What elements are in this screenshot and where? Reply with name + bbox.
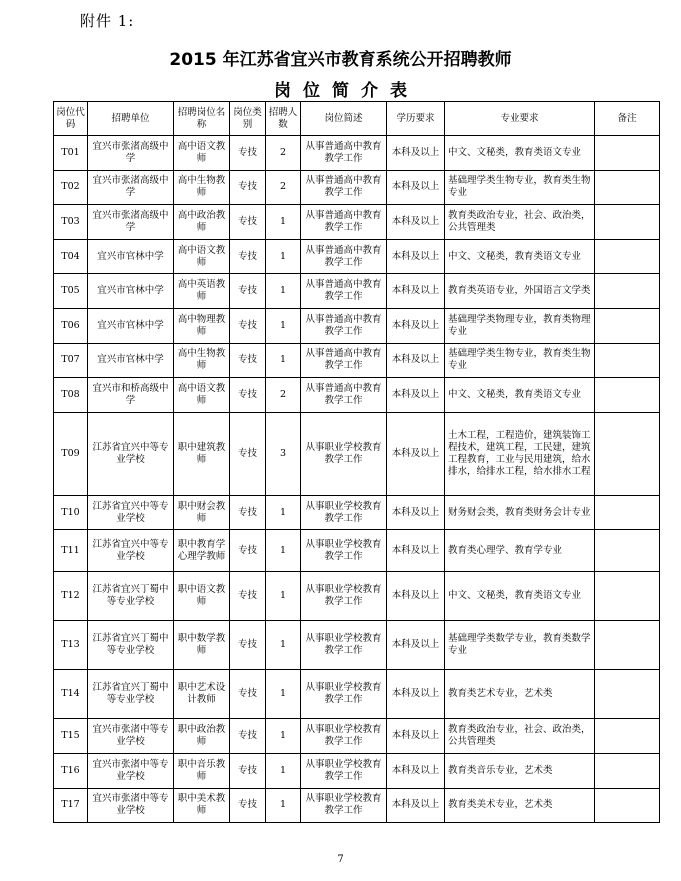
cell-edu: 本科及以上 <box>387 343 445 378</box>
cell-desc: 从事普通高中教育教学工作 <box>301 170 387 205</box>
table-row <box>54 170 660 205</box>
document-title: 2015 年江苏省宜兴市教育系统公开招聘教师 <box>169 50 512 70</box>
cell-post: 高中语文教师 <box>174 378 230 413</box>
cell-unit: 江苏省宜兴中等专业学校 <box>88 495 174 530</box>
cell-post: 职中美术教师 <box>174 788 230 823</box>
cell-code: T14 <box>54 670 88 719</box>
cell-major: 基础理学类生物专业，教育类生物专业 <box>445 170 595 205</box>
cell-note <box>595 572 660 621</box>
cell-unit: 江苏省宜兴丁蜀中等专业学校 <box>88 670 174 719</box>
cell-post: 职中教育学心理学教师 <box>174 530 230 572</box>
cell-desc: 从事普通高中教育教学工作 <box>301 343 387 378</box>
cell-code: T04 <box>54 239 88 274</box>
cell-code: T13 <box>54 621 88 670</box>
cell-major: 教育类美术专业，艺术类 <box>445 788 595 823</box>
header-post: 招聘岗位名称 <box>174 102 230 136</box>
cell-note <box>595 621 660 670</box>
cell-unit: 宜兴市官林中学 <box>88 308 174 343</box>
cell-post: 职中财会教师 <box>174 495 230 530</box>
cell-edu: 本科及以上 <box>387 170 445 205</box>
cell-code: T01 <box>54 136 88 171</box>
cell-count: 1 <box>266 205 301 240</box>
table-row <box>54 719 660 754</box>
cell-count: 2 <box>266 378 301 413</box>
cell-unit: 宜兴市张渚中等专业学校 <box>88 719 174 754</box>
cell-major: 中文、文秘类，教育类语文专业 <box>445 239 595 274</box>
table-row <box>54 572 660 621</box>
table-row <box>54 274 660 309</box>
cell-unit: 宜兴市官林中学 <box>88 274 174 309</box>
cell-note <box>595 343 660 378</box>
cell-count: 1 <box>266 530 301 572</box>
cell-note <box>595 308 660 343</box>
cell-edu: 本科及以上 <box>387 572 445 621</box>
cell-count: 1 <box>266 572 301 621</box>
cell-unit: 江苏省宜兴中等专业学校 <box>88 530 174 572</box>
cell-count: 1 <box>266 343 301 378</box>
table-row <box>54 753 660 788</box>
cell-desc: 从事职业学校教育教学工作 <box>301 621 387 670</box>
cell-post: 高中生物教师 <box>174 343 230 378</box>
cell-edu: 本科及以上 <box>387 530 445 572</box>
cell-post: 职中数学教师 <box>174 621 230 670</box>
cell-note <box>595 412 660 495</box>
cell-post: 职中语文教师 <box>174 572 230 621</box>
cell-major: 基础理学类生物专业，教育类生物专业 <box>445 343 595 378</box>
cell-code: T16 <box>54 753 88 788</box>
table-row <box>54 788 660 823</box>
cell-category: 专技 <box>230 274 266 309</box>
cell-edu: 本科及以上 <box>387 621 445 670</box>
cell-category: 专技 <box>230 495 266 530</box>
document-subtitle: 岗位简介表 <box>274 81 419 101</box>
cell-category: 专技 <box>230 412 266 495</box>
cell-category: 专技 <box>230 572 266 621</box>
cell-category: 专技 <box>230 205 266 240</box>
cell-edu: 本科及以上 <box>387 670 445 719</box>
table-row <box>54 239 660 274</box>
header-desc: 岗位简述 <box>301 102 387 136</box>
cell-desc: 从事普通高中教育教学工作 <box>301 308 387 343</box>
cell-unit: 宜兴市和桥高级中学 <box>88 378 174 413</box>
cell-post: 职中建筑教师 <box>174 412 230 495</box>
cell-category: 专技 <box>230 530 266 572</box>
attachment-label: 附件 1: <box>80 12 135 30</box>
cell-category: 专技 <box>230 239 266 274</box>
cell-desc: 从事普通高中教育教学工作 <box>301 136 387 171</box>
cell-post: 高中语文教师 <box>174 239 230 274</box>
cell-unit: 江苏省宜兴中等专业学校 <box>88 412 174 495</box>
header-unit: 招聘单位 <box>88 102 174 136</box>
cell-unit: 宜兴市张渚中等专业学校 <box>88 753 174 788</box>
cell-major: 教育类心理学、教育学专业 <box>445 530 595 572</box>
cell-count: 1 <box>266 788 301 823</box>
table-row <box>54 530 660 572</box>
cell-count: 2 <box>266 170 301 205</box>
cell-count: 1 <box>266 621 301 670</box>
cell-desc: 从事职业学校教育教学工作 <box>301 530 387 572</box>
cell-desc: 从事普通高中教育教学工作 <box>301 239 387 274</box>
cell-code: T17 <box>54 788 88 823</box>
header-category: 岗位类别 <box>230 102 266 136</box>
cell-unit: 宜兴市张渚高级中学 <box>88 205 174 240</box>
cell-note <box>595 170 660 205</box>
cell-desc: 从事职业学校教育教学工作 <box>301 495 387 530</box>
cell-count: 1 <box>266 495 301 530</box>
table-row <box>54 495 660 530</box>
cell-unit: 宜兴市张渚中等专业学校 <box>88 788 174 823</box>
cell-category: 专技 <box>230 136 266 171</box>
cell-note <box>595 788 660 823</box>
cell-post: 职中艺术设计教师 <box>174 670 230 719</box>
cell-edu: 本科及以上 <box>387 753 445 788</box>
header-note: 备注 <box>595 102 660 136</box>
cell-count: 1 <box>266 239 301 274</box>
table-row <box>54 343 660 378</box>
cell-count: 1 <box>266 670 301 719</box>
cell-unit: 宜兴市张渚高级中学 <box>88 170 174 205</box>
cell-note <box>595 670 660 719</box>
cell-code: T12 <box>54 572 88 621</box>
cell-major: 中文、文秘类，教育类语文专业 <box>445 136 595 171</box>
cell-code: T05 <box>54 274 88 309</box>
cell-category: 专技 <box>230 719 266 754</box>
cell-post: 高中英语教师 <box>174 274 230 309</box>
table-header <box>54 102 660 136</box>
cell-count: 1 <box>266 308 301 343</box>
table-row <box>54 670 660 719</box>
cell-major: 教育类英语专业，外国语言文学类 <box>445 274 595 309</box>
cell-category: 专技 <box>230 621 266 670</box>
cell-count: 2 <box>266 136 301 171</box>
cell-edu: 本科及以上 <box>387 378 445 413</box>
cell-post: 高中语文教师 <box>174 136 230 171</box>
cell-post: 高中政治教师 <box>174 205 230 240</box>
cell-unit: 江苏省宜兴丁蜀中等专业学校 <box>88 621 174 670</box>
cell-desc: 从事职业学校教育教学工作 <box>301 670 387 719</box>
cell-code: T15 <box>54 719 88 754</box>
job-table <box>53 101 660 823</box>
table-row <box>54 621 660 670</box>
cell-category: 专技 <box>230 343 266 378</box>
cell-major: 教育类政治专业，社会、政治类，公共管理类 <box>445 205 595 240</box>
cell-post: 职中音乐教师 <box>174 753 230 788</box>
cell-code: T06 <box>54 308 88 343</box>
cell-major: 教育类政治专业，社会、政治类，公共管理类 <box>445 719 595 754</box>
cell-category: 专技 <box>230 308 266 343</box>
table-body <box>54 136 660 823</box>
cell-major: 中文、文秘类，教育类语文专业 <box>445 378 595 413</box>
cell-major: 基础理学类数学专业，教育类数学专业 <box>445 621 595 670</box>
table-row <box>54 412 660 495</box>
cell-desc: 从事普通高中教育教学工作 <box>301 378 387 413</box>
cell-note <box>595 719 660 754</box>
cell-desc: 从事普通高中教育教学工作 <box>301 274 387 309</box>
cell-edu: 本科及以上 <box>387 788 445 823</box>
cell-category: 专技 <box>230 378 266 413</box>
cell-desc: 从事职业学校教育教学工作 <box>301 572 387 621</box>
cell-desc: 从事职业学校教育教学工作 <box>301 753 387 788</box>
cell-category: 专技 <box>230 788 266 823</box>
cell-note <box>595 136 660 171</box>
cell-category: 专技 <box>230 170 266 205</box>
cell-desc: 从事职业学校教育教学工作 <box>301 719 387 754</box>
cell-edu: 本科及以上 <box>387 274 445 309</box>
cell-category: 专技 <box>230 670 266 719</box>
cell-desc: 从事普通高中教育教学工作 <box>301 205 387 240</box>
cell-code: T07 <box>54 343 88 378</box>
cell-code: T03 <box>54 205 88 240</box>
cell-code: T09 <box>54 412 88 495</box>
cell-code: T02 <box>54 170 88 205</box>
cell-edu: 本科及以上 <box>387 412 445 495</box>
cell-major: 教育类艺术专业，艺术类 <box>445 670 595 719</box>
cell-note <box>595 753 660 788</box>
cell-edu: 本科及以上 <box>387 719 445 754</box>
cell-count: 1 <box>266 753 301 788</box>
cell-unit: 宜兴市官林中学 <box>88 239 174 274</box>
cell-note <box>595 274 660 309</box>
header-code: 岗位代码 <box>54 102 88 136</box>
cell-edu: 本科及以上 <box>387 308 445 343</box>
header-count: 招聘人数 <box>266 102 301 136</box>
cell-count: 1 <box>266 274 301 309</box>
cell-major: 教育类音乐专业，艺术类 <box>445 753 595 788</box>
cell-note <box>595 239 660 274</box>
cell-count: 3 <box>266 412 301 495</box>
table-row <box>54 378 660 413</box>
cell-note <box>595 378 660 413</box>
cell-edu: 本科及以上 <box>387 136 445 171</box>
cell-post: 高中物理教师 <box>174 308 230 343</box>
cell-code: T11 <box>54 530 88 572</box>
cell-code: T08 <box>54 378 88 413</box>
header-major: 专业要求 <box>445 102 595 136</box>
cell-desc: 从事职业学校教育教学工作 <box>301 412 387 495</box>
cell-edu: 本科及以上 <box>387 205 445 240</box>
cell-unit: 宜兴市张渚高级中学 <box>88 136 174 171</box>
cell-major: 基础理学类物理专业，教育类物理专业 <box>445 308 595 343</box>
cell-major: 土木工程，工程造价，建筑装饰工程技术，建筑工程，工民建，建筑工程教育，工业与民用建筑，给水排水，给排水工程，给水排水工程 <box>445 412 595 495</box>
table-row <box>54 136 660 171</box>
table-row <box>54 308 660 343</box>
cell-note <box>595 205 660 240</box>
cell-major: 中文、文秘类，教育类语文专业 <box>445 572 595 621</box>
cell-major: 财务财会类，教育类财务会计专业 <box>445 495 595 530</box>
cell-unit: 江苏省宜兴丁蜀中等专业学校 <box>88 572 174 621</box>
cell-edu: 本科及以上 <box>387 239 445 274</box>
cell-post: 高中生物教师 <box>174 170 230 205</box>
cell-count: 1 <box>266 719 301 754</box>
cell-desc: 从事职业学校教育教学工作 <box>301 788 387 823</box>
cell-note <box>595 495 660 530</box>
page-number: 7 <box>337 854 344 865</box>
cell-category: 专技 <box>230 753 266 788</box>
table-row <box>54 205 660 240</box>
cell-post: 职中政治教师 <box>174 719 230 754</box>
cell-code: T10 <box>54 495 88 530</box>
header-edu: 学历要求 <box>387 102 445 136</box>
cell-unit: 宜兴市官林中学 <box>88 343 174 378</box>
cell-edu: 本科及以上 <box>387 495 445 530</box>
cell-note <box>595 530 660 572</box>
